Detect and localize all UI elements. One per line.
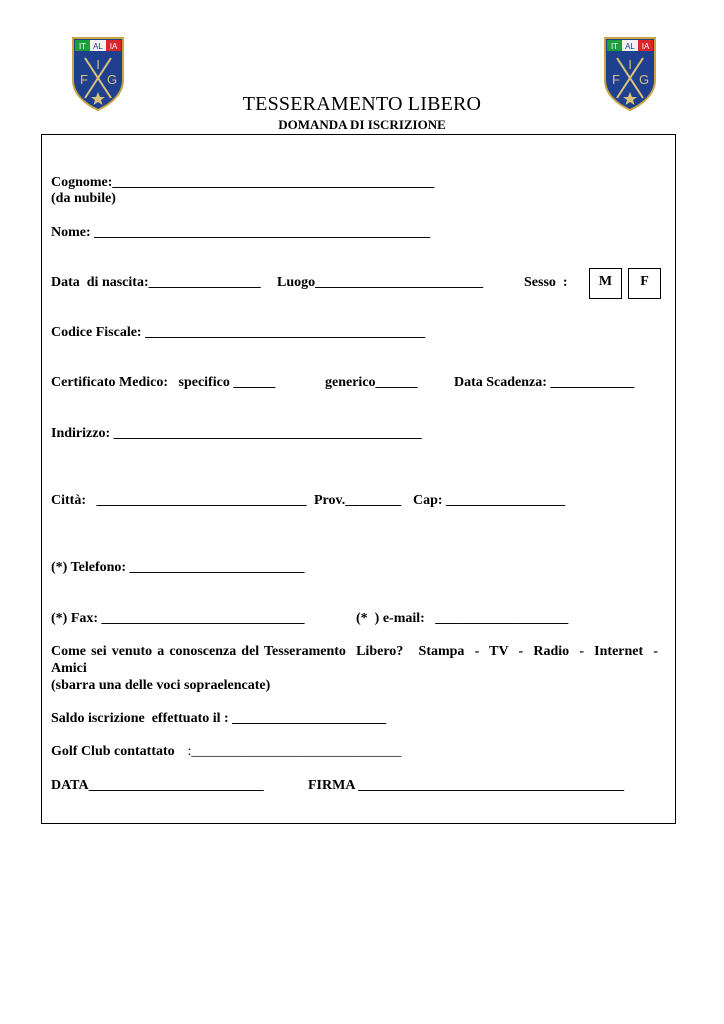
codice-fiscale-field[interactable]: Codice Fiscale: ________________________________________ (51, 325, 426, 340)
page-title: TESSERAMENTO LIBERO (242, 93, 482, 115)
logo-text-g: G (106, 72, 118, 87)
svg-text:AL: AL (625, 42, 635, 51)
svg-text:I: I (628, 57, 632, 72)
email-field[interactable]: (* ) e-mail: ___________________ (356, 611, 569, 626)
page-subtitle: DOMANDA DI ISCRIZIONE (278, 117, 446, 132)
certificato-generico-field[interactable]: generico______ (325, 375, 418, 390)
logo-text-i: I (96, 57, 100, 72)
golf-club-label: Golf Club contattato (51, 744, 175, 759)
indirizzo-field[interactable]: Indirizzo: ____________________________________________ (51, 426, 422, 441)
citta-field[interactable]: Città: ______________________________ (51, 493, 307, 508)
sesso-label: Sesso : (524, 275, 568, 290)
golf-club-field[interactable]: :______________________________ (184, 744, 402, 759)
logo-text-it: IT (78, 42, 87, 51)
certificato-specifico-field[interactable]: Certificato Medico: specifico ______ (51, 375, 276, 390)
come-question-hint: (sbarra una delle voci sopraelencate) (51, 678, 271, 693)
svg-text:IA: IA (641, 42, 650, 51)
firma-field[interactable]: FIRMA ______________________________________ (308, 778, 625, 793)
data-scadenza-field[interactable]: Data Scadenza: ____________ (454, 375, 635, 390)
logo-text-al: AL (93, 42, 103, 51)
telefono-field[interactable]: (*) Telefono: _________________________ (51, 560, 305, 575)
data-nascita-field[interactable]: Data di nascita:________________ (51, 275, 261, 290)
logo-text-f: F (80, 72, 88, 87)
come-question-line-2: Amici (51, 661, 87, 676)
svg-text:F: F (612, 72, 620, 87)
cap-field[interactable]: Cap: _________________ (413, 493, 566, 508)
sex-m-checkbox[interactable]: M (589, 268, 622, 299)
nome-field[interactable]: Nome: ________________________________________________ (51, 225, 431, 240)
sex-f-checkbox[interactable]: F (628, 268, 661, 299)
saldo-iscrizione-field[interactable]: Saldo iscrizione effettuato il : ______________________ (51, 711, 387, 726)
data-field[interactable]: DATA_________________________ (51, 778, 264, 793)
da-nubile-label: (da nubile) (51, 191, 116, 206)
cognome-field[interactable]: Cognome:______________________________________________ (51, 175, 435, 190)
come-question-line-1: Come sei venuto a conoscenza del Tesseramento Libero? Stampa - TV - Radio - Internet - (51, 644, 658, 659)
svg-text:IT: IT (610, 42, 619, 51)
logo-text-ia: IA (109, 42, 118, 51)
svg-text:G: G (638, 72, 650, 87)
luogo-field[interactable]: Luogo________________________ (277, 275, 484, 290)
prov-field[interactable]: Prov.________ (314, 493, 402, 508)
fax-field[interactable]: (*) Fax: _____________________________ (51, 611, 305, 626)
